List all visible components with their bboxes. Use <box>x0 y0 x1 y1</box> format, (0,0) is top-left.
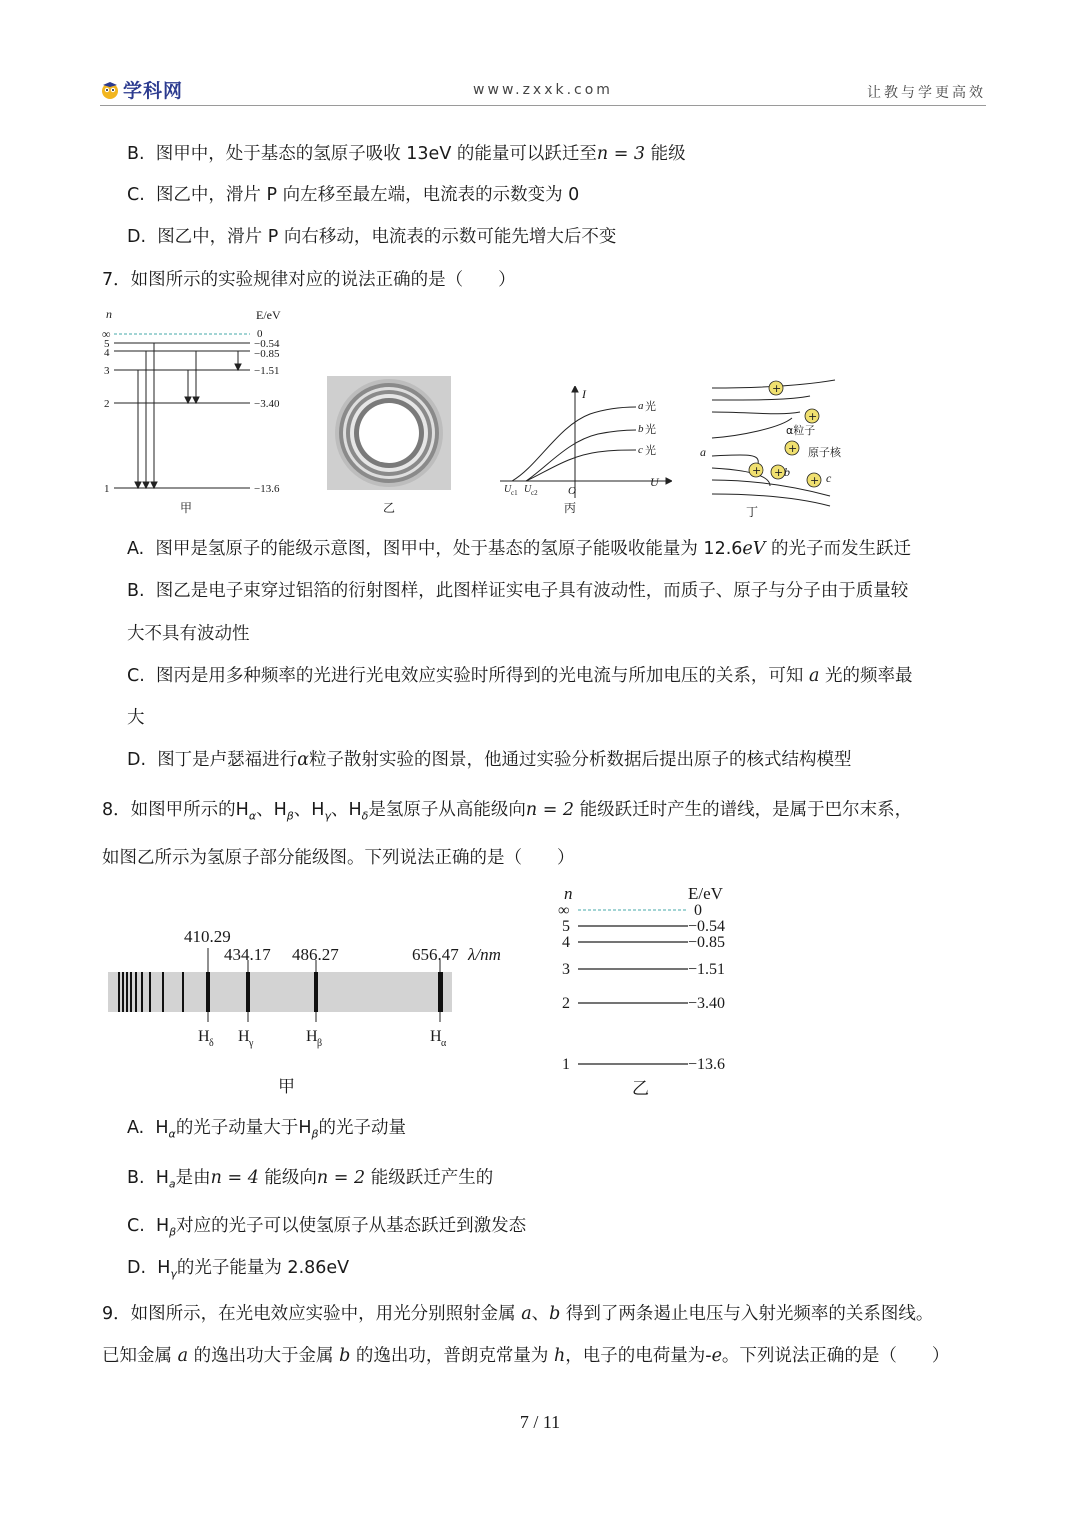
svg-text:434.17: 434.17 <box>224 945 271 964</box>
svg-text:∞: ∞ <box>558 902 570 919</box>
q8-stem-line2: 如图乙所示为氢原子部分能级图。下列说法正确的是（ ） <box>102 848 575 868</box>
q6-option-b: B. 图甲中，处于基态的氢原子吸收 13eV 的能量可以跃迁至n = 3 能级 <box>127 144 686 164</box>
svg-text:0: 0 <box>694 902 702 919</box>
svg-text:3: 3 <box>562 961 570 978</box>
svg-text:+: + <box>774 466 784 479</box>
svg-text:−13.6: −13.6 <box>254 483 280 495</box>
caption: 丁 <box>746 505 759 518</box>
svg-text:1: 1 <box>104 483 110 495</box>
page-number: 7 / 11 <box>519 1412 561 1432</box>
svg-text:光: 光 <box>645 444 656 457</box>
q8-option-d: D. $H_\gamma$的光子能量为 2.86eV <box>127 1258 350 1281</box>
svg-text:5: 5 <box>104 338 110 350</box>
svg-text:α: α <box>441 1038 447 1049</box>
svg-text:+: + <box>772 382 782 395</box>
q7-fig-ding-alpha-scattering <box>700 376 866 518</box>
svg-text:n: n <box>564 884 573 903</box>
svg-text:α粒子: α粒子 <box>786 424 816 437</box>
svg-text:+: + <box>788 442 798 455</box>
q9-stem-line2: 已知金属 a 的逸出功大于金属 b 的逸出功，普朗克常量为 h，电子的电荷量为-e。下列说法正确的是（ ） <box>102 1346 950 1366</box>
svg-text:λ/nm: λ/nm <box>468 945 501 964</box>
q8-stem-line1: 8．如图甲所示的$H_\alpha$、$H_\beta$、$H_\gamma$、$H_\delta$是氢原子从高能级向n = 2 能级跃迁时产生的谱线，是属于巴尔末系， <box>102 800 913 823</box>
svg-text:+: + <box>752 464 762 477</box>
svg-text:c: c <box>826 471 832 485</box>
svg-text:−3.40: −3.40 <box>254 398 280 410</box>
svg-text:H: H <box>430 1028 442 1045</box>
svg-text:b: b <box>784 465 790 479</box>
caption: 乙 <box>383 501 396 515</box>
svg-text:410.29: 410.29 <box>184 927 231 946</box>
svg-text:H: H <box>306 1028 318 1045</box>
svg-text:c: c <box>638 444 643 456</box>
svg-text:a: a <box>700 445 706 459</box>
q7-fig-bing-iu-curve <box>498 386 672 518</box>
logo-text: 学科网 <box>123 80 184 102</box>
n-label: n <box>106 307 112 321</box>
svg-text:+: + <box>808 410 818 423</box>
q7-option-c: C. 图丙是用多种频率的光进行光电效应实验时所得到的光电流与所加电压的关系，可知 a 光的频率最 <box>127 666 913 686</box>
svg-text:原子核: 原子核 <box>808 446 841 459</box>
q7-fig-jia-energy-levels <box>100 306 300 518</box>
svg-text:U: U <box>504 484 512 495</box>
svg-text:656.47: 656.47 <box>412 945 459 964</box>
svg-text:−0.54: −0.54 <box>688 918 726 935</box>
caption: 甲 <box>278 1077 295 1097</box>
svg-text:5: 5 <box>562 918 570 935</box>
svg-text:β: β <box>317 1038 323 1049</box>
svg-text:−13.6: −13.6 <box>688 1056 726 1073</box>
svg-text:光: 光 <box>645 423 656 436</box>
svg-text:U: U <box>650 475 659 489</box>
q6-option-c: C. 图乙中，滑片 P 向左移至最左端，电流表的示数变为 0 <box>127 185 580 205</box>
svg-text:U: U <box>524 484 532 495</box>
caption: 甲 <box>180 501 193 515</box>
svg-text:+: + <box>810 474 820 487</box>
caption: 乙 <box>632 1079 649 1099</box>
svg-text:−0.85: −0.85 <box>254 348 280 360</box>
svg-text:−0.85: −0.85 <box>688 934 726 951</box>
svg-text:δ: δ <box>209 1038 214 1049</box>
svg-text:4: 4 <box>104 347 110 359</box>
svg-text:H: H <box>198 1028 210 1045</box>
svg-text:γ: γ <box>249 1038 254 1049</box>
q7-option-b-cont: 大不具有波动性 <box>127 624 250 644</box>
svg-text:1: 1 <box>562 1056 570 1073</box>
site-url[interactable]: www.zxxk.com <box>473 82 613 98</box>
q8-fig-jia-spectrum <box>106 922 518 1100</box>
svg-text:c1: c1 <box>511 489 518 497</box>
slogan: 让教与学更高效 <box>867 85 986 101</box>
svg-text:∞: ∞ <box>102 327 111 341</box>
svg-text:2: 2 <box>562 995 570 1012</box>
svg-text:O: O <box>568 485 576 497</box>
svg-text:0: 0 <box>257 328 263 340</box>
q6-option-d: D. 图乙中，滑片 P 向右移动，电流表的示数可能先增大后不变 <box>127 227 617 247</box>
svg-text:−1.51: −1.51 <box>688 961 726 978</box>
svg-text:2: 2 <box>104 398 110 410</box>
q8-fig-yi-energy-levels <box>556 882 756 1100</box>
svg-text:I: I <box>582 387 586 401</box>
svg-text:−3.40: −3.40 <box>688 995 726 1012</box>
q7-option-d: D. 图丁是卢瑟福进行α粒子散射实验的图景，他通过实验分析数据后提出原子的核式结构模型 <box>127 750 852 770</box>
svg-text:b: b <box>638 423 644 435</box>
caption: 丙 <box>564 501 577 515</box>
q9-stem-line1: 9．如图所示，在光电效应实验中，用光分别照射金属 a、b 得到了两条遏止电压与入射光频率的关系图线。 <box>102 1304 934 1324</box>
svg-text:E/eV: E/eV <box>688 884 723 903</box>
svg-text:3: 3 <box>104 365 110 377</box>
q8-option-a: A. $H_\alpha$的光子动量大于$H_\beta$的光子动量 <box>127 1118 407 1141</box>
e-label: E/eV <box>256 308 281 322</box>
svg-text:a: a <box>638 400 644 412</box>
page-header <box>100 74 986 106</box>
svg-text:486.27: 486.27 <box>292 945 339 964</box>
q8-option-c: C. $H_\beta$对应的光子可以使氢原子从基态跃迁到激发态 <box>127 1216 527 1239</box>
q7-option-a: A. 图甲是氢原子的能级示意图，图甲中，处于基态的氢原子能吸收能量为 12.6eV 的光子而发生跃迁 <box>127 539 911 559</box>
svg-text:−0.54: −0.54 <box>254 338 280 350</box>
svg-text:4: 4 <box>562 934 570 951</box>
q7-option-c-cont: 大 <box>127 708 145 728</box>
svg-text:c2: c2 <box>531 489 538 497</box>
svg-text:H: H <box>238 1028 250 1045</box>
q7-stem: 7．如图所示的实验规律对应的说法正确的是（ ） <box>102 270 516 290</box>
q7-fig-yi-diffraction <box>327 376 451 516</box>
svg-text:−1.51: −1.51 <box>254 365 280 377</box>
svg-text:光: 光 <box>645 400 656 413</box>
q8-option-b: B. $H_a$是由n = 4 能级向n = 2 能级跃迁产生的 <box>127 1168 494 1191</box>
q7-option-b: B. 图乙是电子束穿过铝箔的衍射图样，此图样证实电子具有波动性，而质子、原子与分子由于质量较 <box>127 581 909 601</box>
